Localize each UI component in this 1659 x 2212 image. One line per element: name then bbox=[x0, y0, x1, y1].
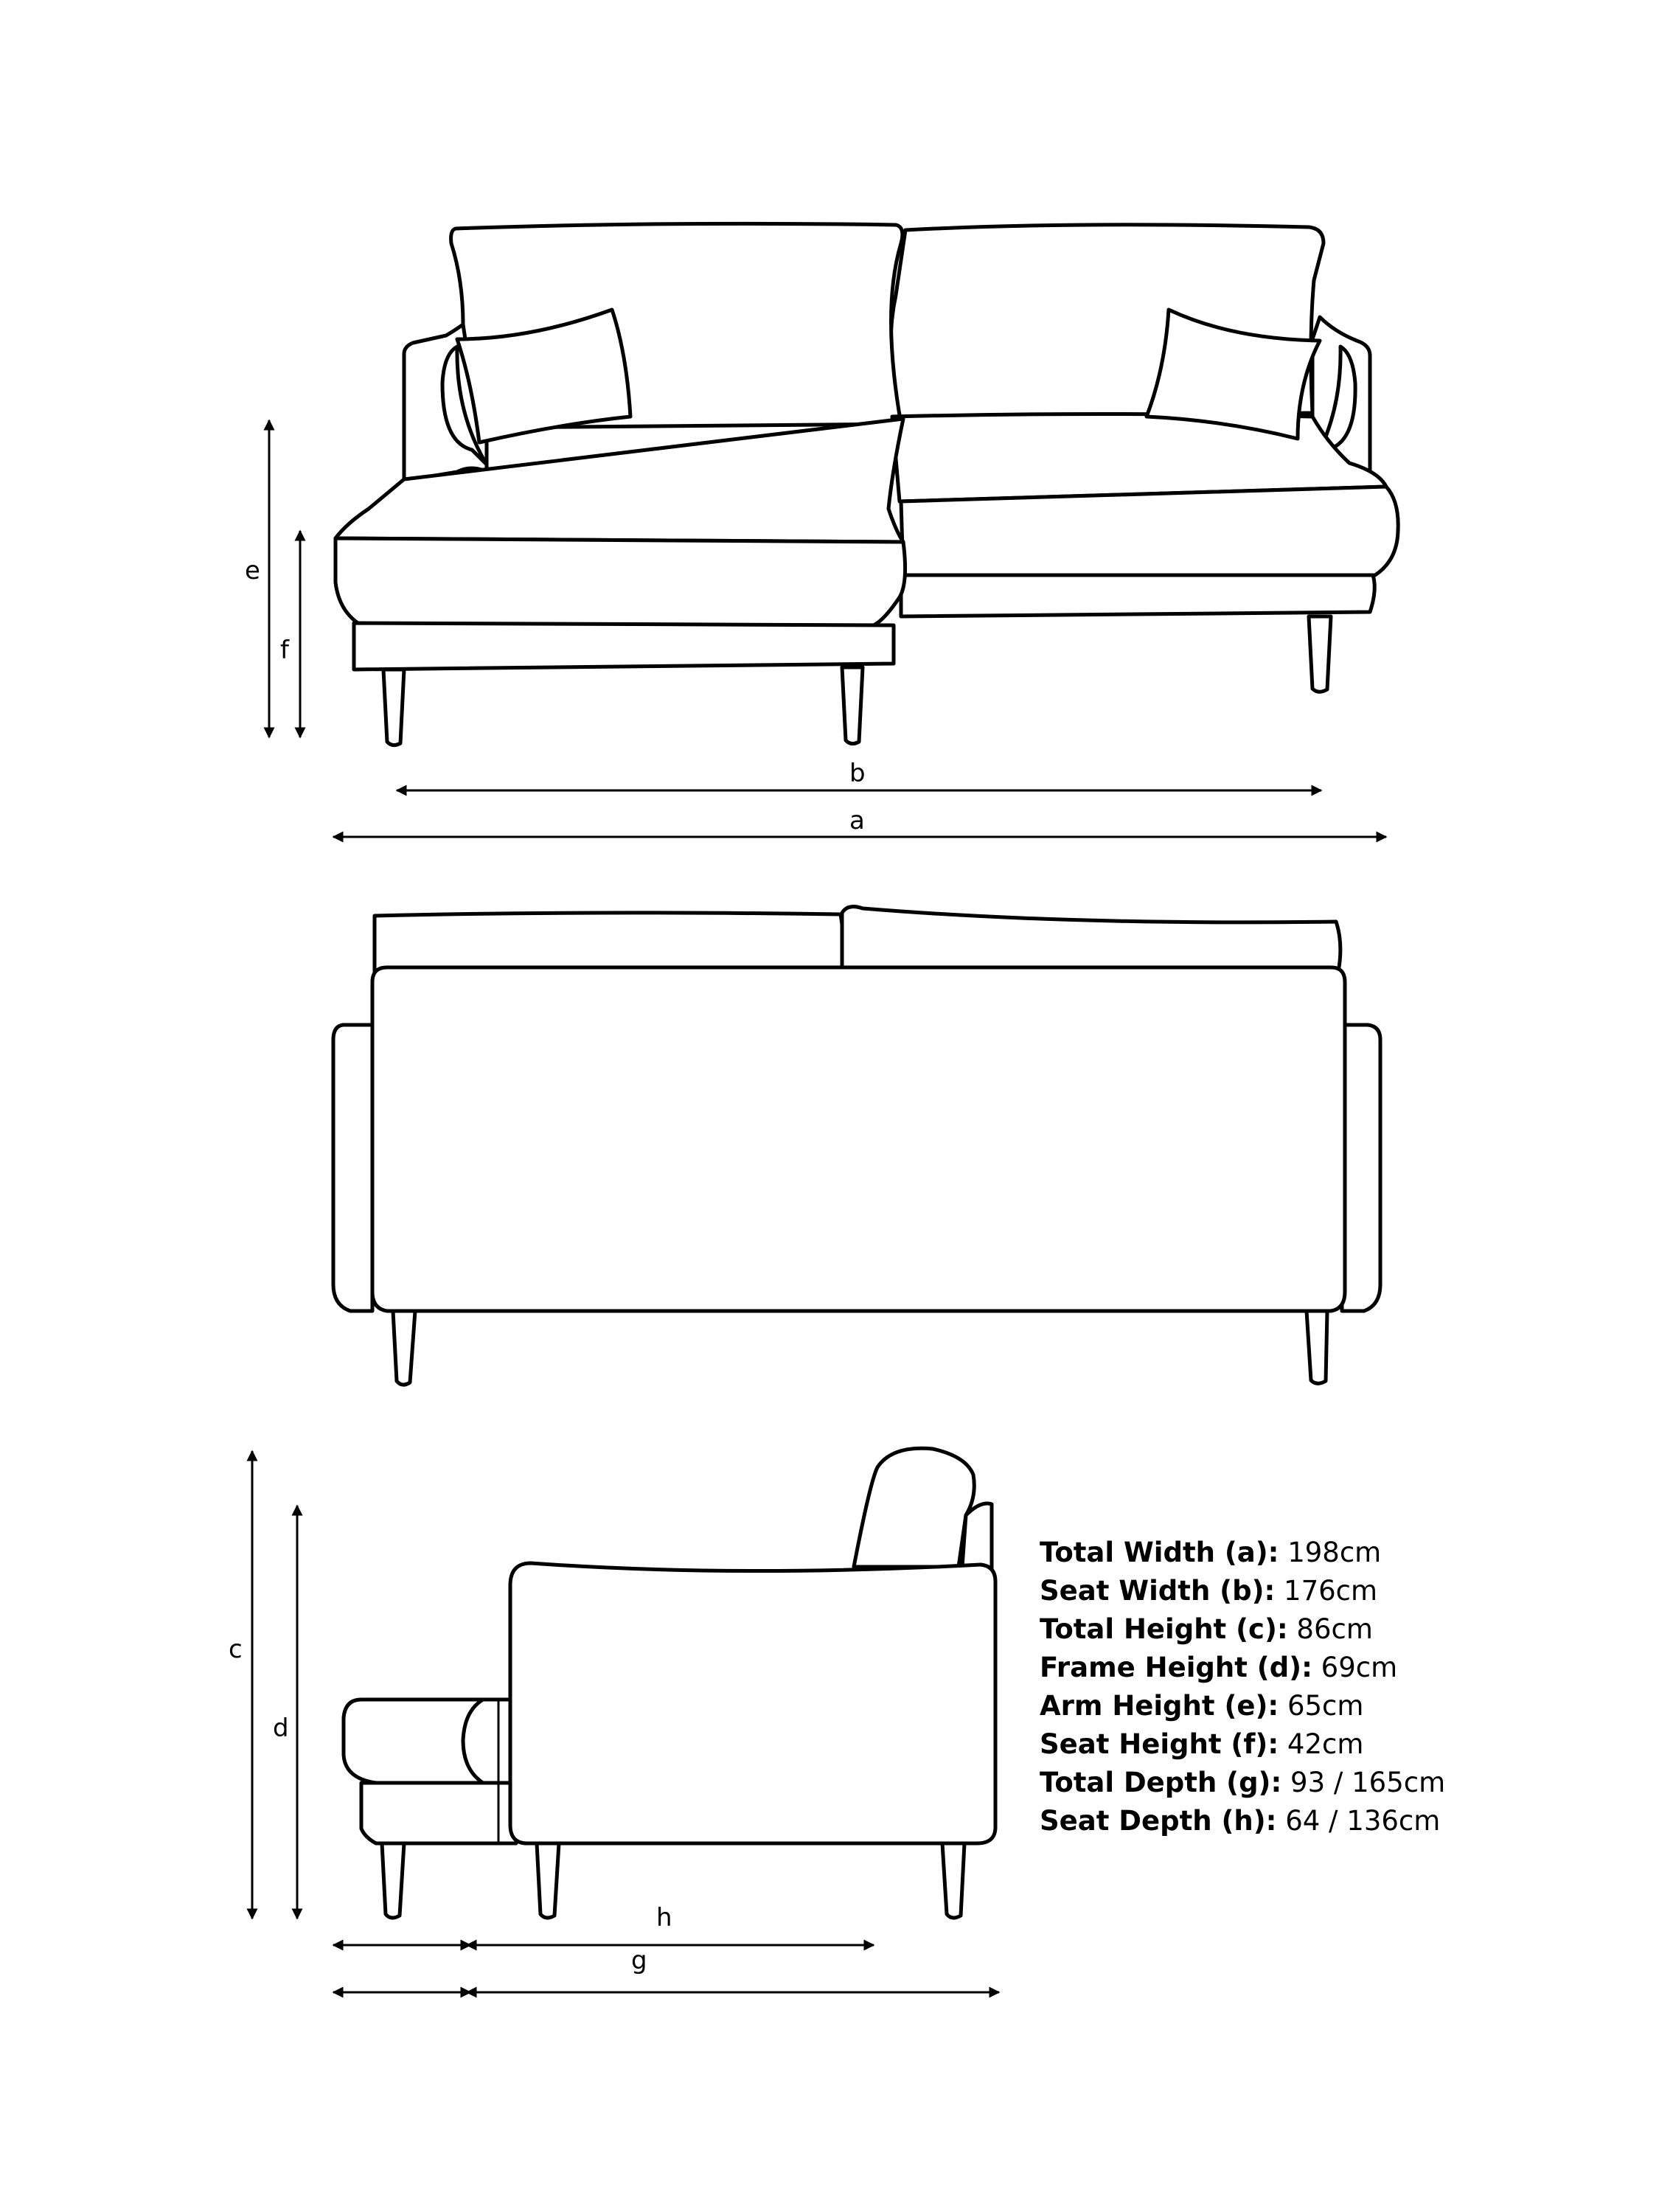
spec-value: 93 / 165cm bbox=[1290, 1767, 1446, 1798]
spec-frame-height bbox=[1040, 1649, 1644, 1687]
spec-label: Frame Height (d): bbox=[1040, 1652, 1312, 1683]
spec-label: Total Depth (g): bbox=[1040, 1767, 1282, 1798]
back-view-left-arm bbox=[333, 1025, 372, 1311]
back-view-leg-left bbox=[393, 1311, 415, 1385]
spec-value: 65cm bbox=[1287, 1690, 1364, 1722]
dim-label-f: f bbox=[280, 636, 289, 665]
spec-label: Seat Depth (h): bbox=[1040, 1805, 1277, 1837]
side-chaise-base bbox=[361, 1783, 516, 1843]
spec-seat-depth bbox=[1040, 1802, 1644, 1840]
dim-label-b: b bbox=[849, 759, 866, 788]
spec-value: 64 / 136cm bbox=[1285, 1805, 1441, 1837]
dim-label-a: a bbox=[849, 806, 865, 835]
spec-seat-height bbox=[1040, 1725, 1644, 1764]
spec-label: Arm Height (e): bbox=[1040, 1690, 1279, 1722]
back-view-right-arm bbox=[1342, 1025, 1380, 1311]
spec-label: Total Width (a): bbox=[1040, 1537, 1279, 1568]
front-base-right bbox=[901, 575, 1374, 616]
side-leg-2 bbox=[537, 1843, 559, 1918]
spec-label: Total Height (c): bbox=[1040, 1613, 1288, 1645]
side-leg-3 bbox=[942, 1843, 964, 1918]
back-view-panel bbox=[372, 967, 1345, 1311]
spec-seat-width bbox=[1040, 1572, 1644, 1610]
dim-label-d: d bbox=[273, 1714, 289, 1743]
dim-label-h: h bbox=[656, 1903, 672, 1933]
spec-value: 176cm bbox=[1284, 1575, 1378, 1607]
spec-value: 42cm bbox=[1287, 1728, 1364, 1760]
spec-total-depth bbox=[1040, 1764, 1644, 1802]
side-leg-1 bbox=[382, 1843, 404, 1918]
side-chaise-cushion-inner bbox=[463, 1700, 516, 1783]
side-view bbox=[344, 1448, 995, 1918]
back-view-cushion-right bbox=[842, 907, 1340, 973]
spec-value: 86cm bbox=[1296, 1613, 1373, 1645]
back-view-leg-right bbox=[1307, 1311, 1327, 1383]
spec-total-height bbox=[1040, 1610, 1644, 1649]
spec-arm-height bbox=[1040, 1687, 1644, 1725]
front-leg-2 bbox=[842, 667, 863, 744]
front-leg-3 bbox=[1309, 616, 1331, 692]
dim-label-c: c bbox=[229, 1635, 243, 1664]
front-chaise-base bbox=[354, 623, 894, 669]
front-view bbox=[335, 223, 1398, 745]
dim-label-g: g bbox=[631, 1946, 647, 1975]
spec-value: 198cm bbox=[1287, 1537, 1382, 1568]
side-back-cushion bbox=[854, 1448, 974, 1567]
spec-total-width bbox=[1040, 1534, 1644, 1572]
back-view-cushion-left bbox=[375, 913, 844, 973]
dim-label-e: e bbox=[245, 556, 260, 585]
front-seat-front-right bbox=[901, 487, 1398, 579]
spec-label: Seat Height (f): bbox=[1040, 1728, 1279, 1760]
front-chaise-cushion-front bbox=[335, 538, 905, 625]
side-arm-body bbox=[510, 1563, 995, 1843]
spec-label: Seat Width (b): bbox=[1040, 1575, 1276, 1607]
front-leg-1 bbox=[383, 669, 404, 745]
dimension-specs-list bbox=[1040, 1534, 1644, 1840]
spec-value: 69cm bbox=[1321, 1652, 1398, 1683]
back-view bbox=[333, 907, 1380, 1385]
